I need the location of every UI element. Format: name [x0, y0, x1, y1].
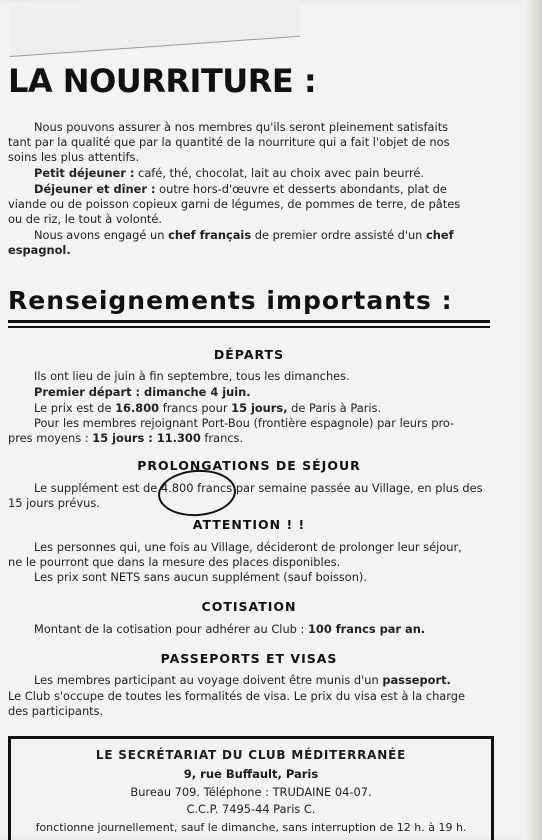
portbou-amount: 15 jours : 11.300	[92, 431, 201, 445]
passeports-line-3: des participants.	[8, 704, 104, 718]
supplement-text-a: Le supplément est de	[34, 481, 161, 495]
departs-line-2: Premier départ : dimanche 4 juin.	[34, 385, 251, 399]
cotisation-line-1	[34, 622, 425, 637]
cotisation-text: Montant de la cotisation pour adhérer au Club :	[34, 622, 308, 636]
chef-text-c: de premier ordre assisté d'un	[251, 228, 427, 242]
chef-line-2: espagnol.	[8, 243, 71, 257]
chef-francais: chef français	[168, 228, 252, 242]
supplement-text-c: par semaine passée au Village, en plus des	[232, 481, 483, 495]
cotisation-amount: 100 francs par an.	[307, 622, 426, 636]
petit-dejeuner-text: café, thé, chocolat, lait au choix avec pain beurré.	[134, 166, 425, 180]
prolongations-line-1	[34, 481, 483, 496]
passeports-line-2: Le Club s'occupe de toutes les formalités de visa. Le prix du visa est à la charge	[8, 689, 465, 703]
attention-line-1: Les personnes qui, une fois au Village, décideront de prolonger leur séjour,	[34, 540, 462, 554]
section-title-renseignements: Renseignements importants :	[8, 286, 453, 315]
secretariat-ccp: C.C.P. 7495-44 Paris C.	[186, 802, 316, 816]
prix-amount: 16.800	[115, 401, 160, 415]
cotisation-heading: COTISATION	[201, 599, 297, 614]
attention-heading: ATTENTION ! !	[192, 517, 306, 532]
title-rule-bottom	[8, 326, 490, 328]
nourriture-intro-line-1: Nous pouvons assurer à nos membres qu'ils seront pleinement satisfaits	[34, 120, 449, 134]
departs-heading: DÉPARTS	[213, 347, 285, 362]
portbou-text-a: pres moyens :	[8, 431, 93, 445]
attention-line-2: ne le pourront que dans la mesure des places disponibles.	[8, 555, 341, 569]
petit-dejeuner-line	[34, 166, 424, 181]
secretariat-address: 9, rue Buffault, Paris	[183, 767, 319, 781]
torn-edge	[522, 0, 542, 840]
passeports-heading: PASSEPORTS ET VISAS	[160, 651, 338, 666]
chef-word: chef	[426, 228, 454, 242]
dejeuner-line-1	[34, 182, 447, 197]
prolongations-line-2: 15 jours prévus.	[8, 496, 100, 510]
departs-line-1: Ils ont lieu de juin à fin septembre, tous les dimanches.	[34, 369, 350, 383]
passeport-word: passeport.	[382, 673, 451, 687]
prix-duration: 15 jours,	[231, 401, 288, 415]
prix-text-c: francs pour	[159, 401, 232, 415]
chef-line-1	[34, 228, 454, 243]
secretariat-phone: Bureau 709. Téléphone : TRUDAINE 04-07.	[130, 785, 372, 799]
secretariat-hours: fonctionne journellement, sauf le dimanche, sans interruption de 12 h. à 19 h.	[35, 821, 467, 834]
passeports-line-1	[34, 673, 451, 688]
secretariat-title: LE SECRÉTARIAT DU CLUB MÉDITERRANÉE	[95, 748, 407, 762]
prix-text-a: Le prix est de	[34, 401, 116, 415]
departs-line-4: Pour les membres rejoignant Port-Bou (frontière espagnole) par leurs pro-	[34, 416, 455, 430]
portbou-text-c: francs.	[200, 431, 244, 445]
dejeuner-line-3: ou de riz, le tout à volonté.	[8, 212, 163, 226]
supplement-amount: 4.800 francs	[160, 481, 233, 495]
nourriture-intro-line-3: soins les plus attentifs.	[8, 150, 140, 164]
petit-dejeuner-label: Petit déjeuner :	[34, 166, 135, 180]
dejeuner-label: Déjeuner et dîner :	[34, 182, 156, 196]
departs-line-5	[8, 431, 243, 446]
nourriture-intro-line-2: tant par la qualité que par la quantité de la nourriture qui a fait l'objet de nos	[8, 135, 450, 149]
prolongations-heading: PROLONGATIONS DE SÉJOUR	[137, 458, 361, 473]
attention-line-3: Les prix sont NETS sans aucun supplément (sauf boisson).	[34, 570, 367, 584]
passeports-text: Les membres participant au voyage doivent être munis d'un	[34, 673, 383, 687]
section-title-nourriture: LA NOURRITURE :	[8, 62, 317, 100]
departs-line-3	[34, 401, 381, 416]
dejeuner-text: outre hors-d'œuvre et desserts abondants, plat de	[155, 182, 447, 196]
chef-text-a: Nous avons engagé un	[34, 228, 169, 242]
dejeuner-line-2: viande ou de poisson copieux garni de légumes, de pommes de terre, de pâtes	[8, 197, 461, 211]
prix-text-e: de Paris à Paris.	[287, 401, 382, 415]
title-rule-top	[8, 320, 490, 323]
